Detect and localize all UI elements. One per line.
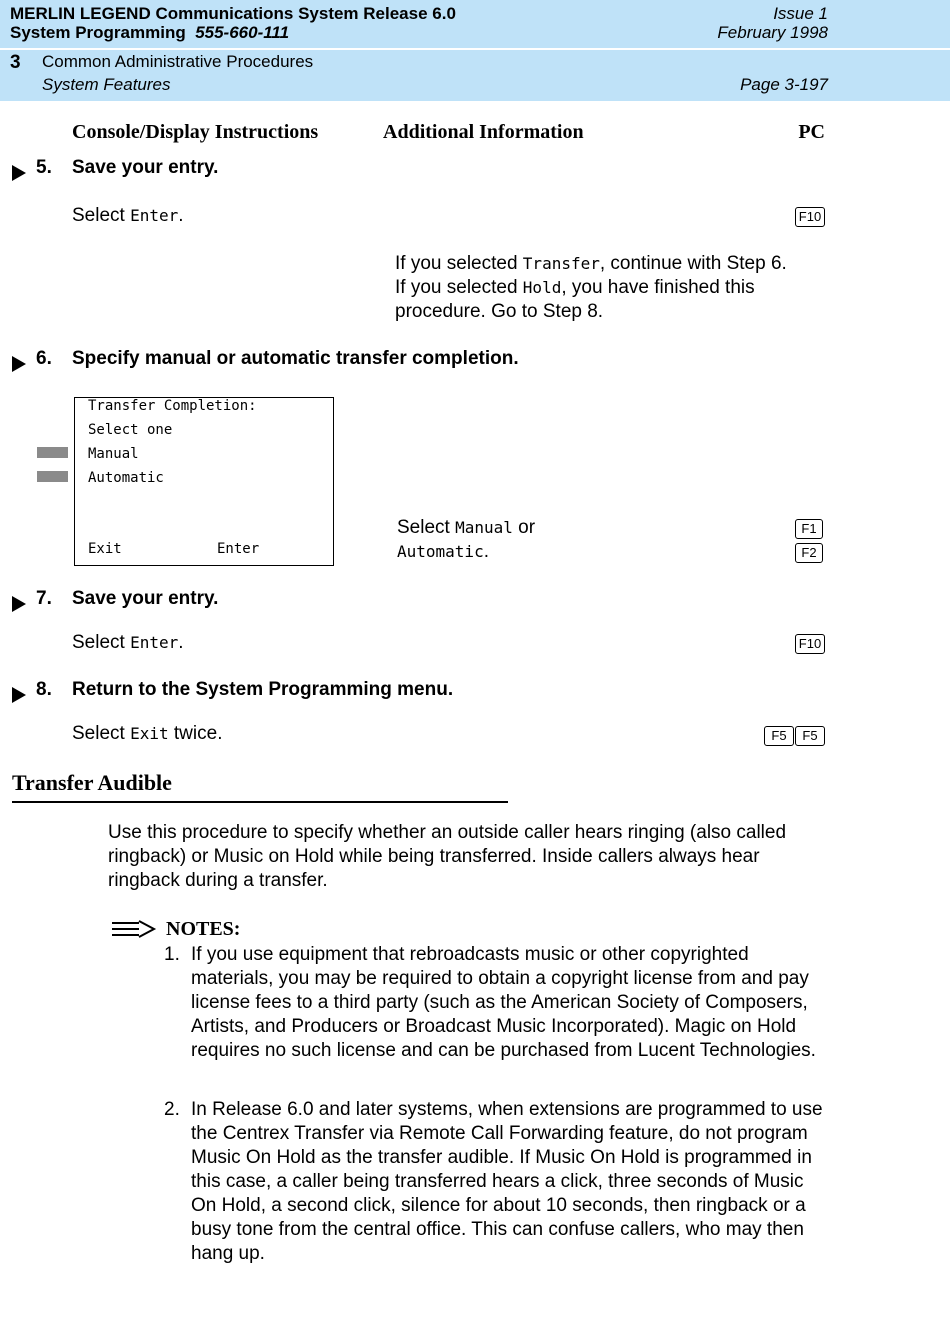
page-number: Page 3-197 [740,75,828,94]
section-intro: Use this procedure to specify whether an outside caller hears ringing (also called ringback) or Music on Hold while being transferred. Inside callers always hear ringback during a transfer. [108,822,787,891]
header-divider [0,48,950,50]
section-heading: Transfer Audible [12,770,172,795]
issue-label: Issue 1 [773,4,828,23]
f2-key: F2 [795,543,823,563]
step5-instruction: Select Enter. [72,205,184,226]
step8-instruction: Select Exit twice. [72,723,223,744]
f5-key: F5 [764,726,794,746]
doc-number: 555-660-111 [195,23,290,42]
step8-number: 8. [36,679,52,700]
column-info: Additional Information [383,121,584,143]
column-console: Console/Display Instructions [72,121,319,143]
screen-enter-softkey[interactable]: Enter [217,541,260,557]
notes-pointer-icon [111,919,157,939]
f1-key: F1 [795,519,823,539]
doc-title: MERLIN LEGEND Communications System Release 6.0 [10,4,456,23]
step-arrow-icon [12,687,26,703]
step7-number: 7. [36,588,52,609]
notes-label: NOTES: [166,918,241,940]
step6-instruction-line1: Select Manual or [397,517,536,538]
note-text: In Release 6.0 and later systems, when extensions are programmed to use the Centrex Transfer via Remote Call Forwarding feature, do not program Music On Hold as the transfer audible. If Music On Hold is programmed in this case, a caller being transferred hears a click, three seconds of Music On Hold, a second click, silence for about 10 seconds, then ringback or a busy tone from the central office. This can confuse callers, who may then hang up. [191,1099,823,1264]
step-arrow-icon [12,356,26,372]
step6-instruction-line2: Automatic. [397,541,489,562]
step-arrow-icon [12,596,26,612]
chapter-title: Common Administrative Procedures [42,52,314,71]
step6-title: Specify manual or automatic transfer completion. [72,348,519,369]
step-arrow-icon [12,165,26,181]
note-number: 2. [164,1099,180,1120]
step5-number: 5. [36,157,52,178]
step6-number: 6. [36,348,52,369]
section-name: System Features [42,75,171,94]
line-button-indicator [37,471,68,482]
step8-title: Return to the System Programming menu. [72,679,454,700]
step5-info-line1: If you selected Transfer, continue with Step 6. [395,253,787,274]
step5-info-line3: procedure. Go to Step 8. [395,301,604,322]
screen-option-automatic[interactable]: Automatic [88,470,164,486]
screen-line1: Transfer Completion: [88,398,257,414]
doc-subtitle: System Programming 555-660-111 [10,23,290,42]
step7-title: Save your entry. [72,588,219,609]
step7-instruction: Select Enter. [72,632,184,653]
screen-option-manual[interactable]: Manual [88,446,139,462]
line-button-indicator [37,447,68,458]
doc-date: February 1998 [717,23,828,42]
f10-key: F10 [795,207,825,227]
note-text: If you use equipment that rebroadcasts music or other copyrighted materials, you may be required to obtain a copyright license from and pay license fees to a third party (such as the American Society of Composers, Artists, and Producers or Broadcast Music Incorporated). Magic on Hold requires no such license and can be purchased from Lucent Technologies. [191,944,816,1061]
f10-key: F10 [795,634,825,654]
chapter-number: 3 [10,52,21,73]
note-number: 1. [164,944,180,965]
screen-exit-softkey[interactable]: Exit [88,541,122,557]
screen-line2: Select one [88,422,173,438]
console-display-screen [74,397,334,566]
section-rule [12,801,508,803]
f5-key: F5 [795,726,825,746]
step5-title: Save your entry. [72,157,219,178]
step5-info-line2: If you selected Hold, you have finished this [395,277,755,298]
column-pc: PC [798,121,825,143]
